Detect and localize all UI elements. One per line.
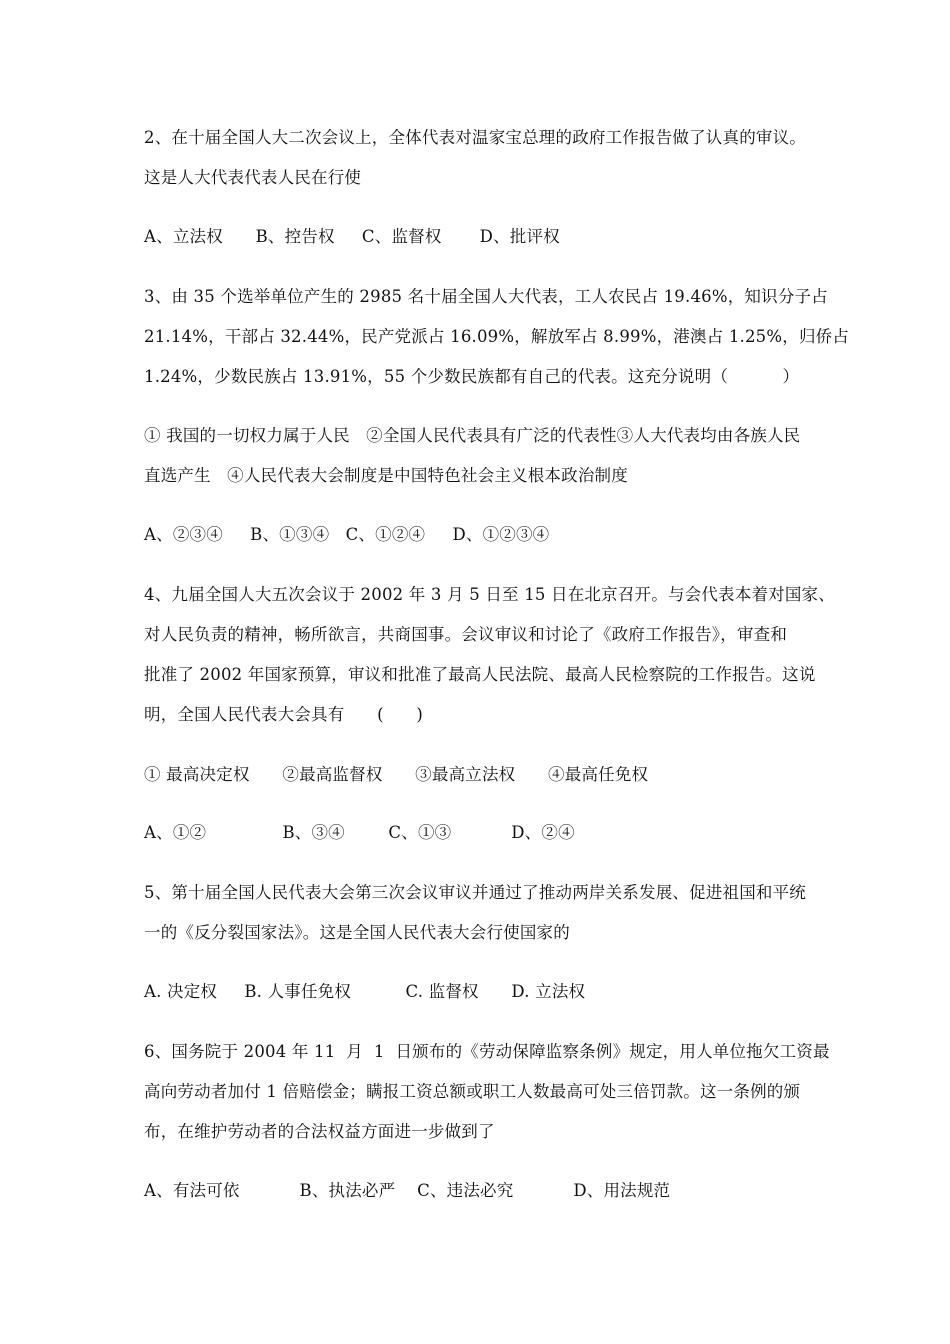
q2-stem-line-1: 2、在十届全国人大二次会议上，全体代表对温家宝总理的政府工作报告做了认真的审议。 — [144, 128, 806, 147]
q2-options: A、立法权 B、控告权 C、监督权 D、批评权 — [144, 227, 560, 246]
q6-stem-line-3: 布，在维护劳动者的合法权益方面进一步做到了 — [144, 1122, 495, 1141]
q4-stem-line-2: 对人民负责的精神，畅所欲言，共商国事。会议审议和讨论了《政府工作报告》，审查和 — [144, 625, 788, 644]
q4-stem-line-3: 批准了 2002 年国家预算，审议和批准了最高人民法院、最高人民检察院的工作报告。这说 — [144, 665, 816, 684]
q3-stem-line-3: 1.24%，少数民族占 13.91%，55 个少数民族都有自己的代表。这充分说明（ ） — [144, 367, 800, 386]
q6-stem-line-1: 6、国务院于 2004 年 11 月 1 日颁布的《劳动保障监察条例》规定，用人单位拖欠工资最 — [144, 1042, 830, 1061]
q6-stem-line-2: 高向劳动者加付 1 倍赔偿金；瞒报工资总额或职工人数最高可处三倍罚款。这一条例的颁 — [144, 1082, 801, 1101]
q2-stem-line-2: 这是人大代表代表人民在行使 — [144, 168, 362, 187]
q6-options: A、有法可依 B、执法必严 C、违法必究 D、用法规范 — [144, 1181, 671, 1200]
q3-stem-line-2: 21.14%，干部占 32.44%，民产党派占 16.09%，解放军占 8.99%，港澳占 1.25%，归侨占 — [144, 327, 850, 346]
q3-options: A、②③④ B、①③④ C、①②④ D、①②③④ — [144, 525, 550, 544]
q3-stem-line-1: 3、由 35 个选举单位产生的 2985 名十届全国人大代表，工人农民占 19.46%，知识分子占 — [144, 287, 828, 306]
q4-stem-line-4: 明，全国人民代表大会具有 ( ) — [144, 705, 424, 724]
q3-statements-line-1: ① 我国的一切权力属于人民 ②全国人民代表具有广泛的代表性③人大代表均由各族人民 — [144, 426, 801, 445]
q4-stem-line-1: 4、九届全国人大五次会议于 2002 年 3 月 5 日至 15 日在北京召开。与会代表本着对国家、 — [144, 585, 835, 604]
q4-statements: ① 最高决定权 ②最高监督权 ③最高立法权 ④最高任免权 — [144, 765, 649, 784]
q5-stem-line-1: 5、第十届全国人民代表大会第三次会议审议并通过了推动两岸关系发展、促进祖国和平统 — [144, 883, 806, 902]
q3-statements-line-2: 直选产生 ④人民代表大会制度是中国特色社会主义根本政治制度 — [144, 466, 628, 485]
q4-options: A、①② B、③④ C、①③ D、②④ — [144, 823, 575, 842]
q5-options: A. 决定权 B. 人事任免权 C. 监督权 D. 立法权 — [144, 982, 586, 1001]
q5-stem-line-2: 一的《反分裂国家法》。这是全国人民代表大会行使国家的 — [144, 923, 570, 942]
